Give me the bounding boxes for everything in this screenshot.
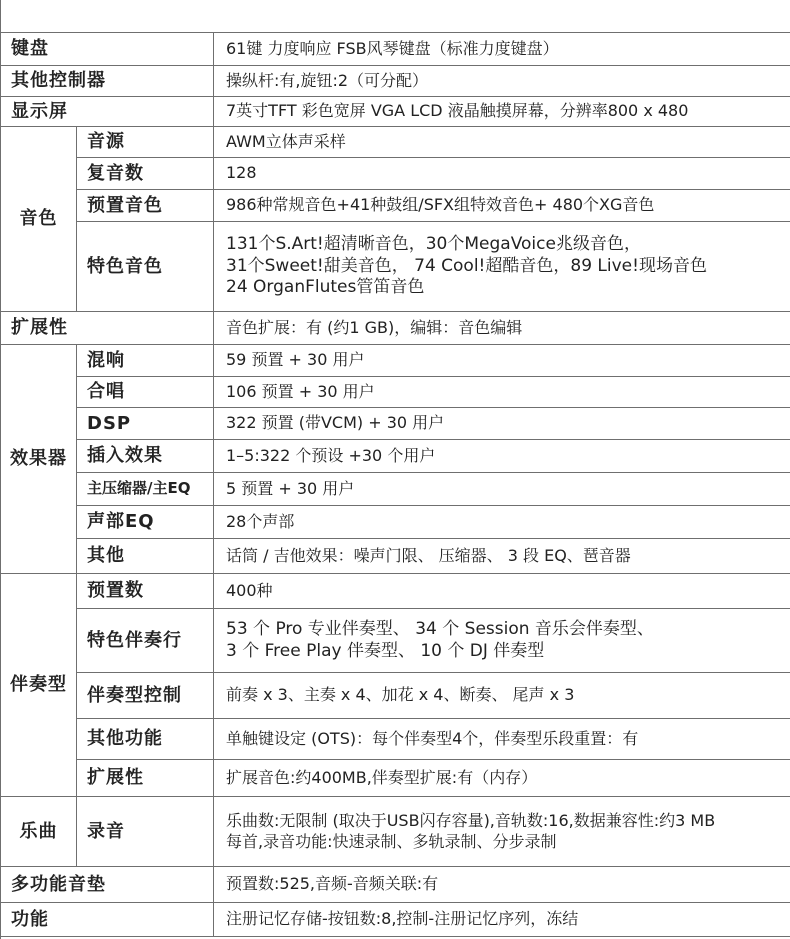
style-preset-value: 400种 — [226, 580, 273, 600]
songs-label: 乐曲 — [19, 820, 58, 842]
master-comp-eq-label: 主压缩器/主EQ — [87, 479, 191, 498]
multipad-label: 多功能音垫 — [11, 873, 106, 895]
rule — [0, 936, 790, 937]
chorus-value: 106 预置 + 30 用户 — [226, 381, 375, 401]
style-other-value: 单触键设定 (OTS)：每个伴奏型4个，伴奏型乐段重置：有 — [226, 728, 639, 748]
reverb-value: 59 预置 + 30 用户 — [226, 350, 365, 370]
keyboard-value: 61键 力度响应 FSB风琴键盘（标准力度键盘） — [226, 38, 559, 58]
recording-line: 乐曲数:无限制 (取决于USB闪存容量),音轨数:16,数据兼容性:约3 MB — [226, 811, 716, 831]
effects-other-label: 其他 — [87, 545, 125, 567]
featured-styles-value — [214, 609, 790, 672]
expansion-value: 音色扩展：有 (约1 GB)，编辑：音色编辑 — [226, 317, 523, 337]
insertion-label: 插入效果 — [87, 445, 163, 467]
insertion-value: 1–5:322 个预设 +30 个用户 — [226, 445, 436, 465]
voice-source-label: 音源 — [87, 131, 125, 153]
style-expansion-label: 扩展性 — [87, 767, 144, 789]
style-control-label: 伴奏型控制 — [87, 684, 182, 706]
featured-styles-line: 3 个 Free Play 伴奏型、 10 个 DJ 伴奏型 — [226, 640, 545, 661]
voices-label: 音色 — [19, 208, 58, 230]
controllers-label: 其他控制器 — [11, 70, 106, 92]
style-preset-label: 预置数 — [87, 580, 144, 602]
featured-styles-label: 特色伴奏行 — [87, 629, 182, 651]
featured-voices-line: 31个Sweet!甜美音色， 74 Cool!超酷音色，89 Live!现场音色 — [226, 255, 707, 276]
voice-source-value: AWM立体声采样 — [226, 131, 346, 151]
style-other-label: 其他功能 — [87, 728, 163, 750]
featured-styles-line: 53 个 Pro 专业伴奏型、 34 个 Session 音乐会伴奏型、 — [226, 618, 654, 639]
display-value: 7英寸TFT 彩色宽屏 VGA LCD 液晶触摸屏幕，分辨率800 x 480 — [226, 101, 689, 121]
multipad-value: 预置数:525,音频-音频关联:有 — [226, 874, 439, 894]
expansion-label: 扩展性 — [11, 317, 68, 339]
style-expansion-value: 扩展音色:约400MB,伴奏型扩展:有（内存） — [226, 767, 538, 787]
featured-voices-line: 131个S.Art!超清晰音色，30个MegaVoice兆级音色， — [226, 233, 641, 254]
functions-label: 功能 — [11, 908, 49, 930]
featured-voices-label: 特色音色 — [87, 255, 163, 277]
styles-label: 伴奏型 — [10, 674, 67, 696]
chorus-label: 合唱 — [87, 381, 125, 403]
recording-label: 录音 — [87, 820, 125, 842]
keyboard-label: 键盘 — [11, 38, 49, 60]
preset-voices-value: 986种常规音色+41种鼓组/SFX组特效音色+ 480个XG音色 — [226, 195, 655, 215]
reverb-label: 混响 — [87, 349, 125, 371]
recording-value — [214, 797, 790, 866]
part-eq-label: 声部EQ — [87, 511, 155, 533]
functions-value: 注册记忆存储-按钮数:8,控制-注册记忆序列，冻结 — [226, 909, 579, 929]
effects-label: 效果器 — [10, 448, 67, 470]
dsp-value: 322 预置 (带VCM) + 30 用户 — [226, 413, 445, 433]
part-eq-value: 28个声部 — [226, 511, 295, 531]
featured-voices-line: 24 OrganFlutes管笛音色 — [226, 277, 425, 298]
preset-voices-label: 预置音色 — [87, 194, 163, 216]
recording-line: 每首,录音功能:快速录制、多轨录制、分步录制 — [226, 831, 557, 851]
style-control-value: 前奏 x 3、主奏 x 4、加花 x 4、断奏、 尾声 x 3 — [226, 685, 575, 705]
featured-voices-value — [214, 222, 790, 311]
controllers-value: 操纵杆:有,旋钮:2（可分配） — [226, 70, 429, 90]
polyphony-label: 复音数 — [87, 162, 144, 184]
effects-other-value: 话筒 / 吉他效果：噪声门限、 压缩器、 3 段 EQ、琶音器 — [226, 545, 631, 565]
polyphony-value: 128 — [226, 163, 257, 183]
display-label: 显示屏 — [11, 100, 68, 122]
dsp-label: DSP — [87, 412, 132, 434]
master-comp-eq-value: 5 预置 + 30 用户 — [226, 478, 355, 498]
